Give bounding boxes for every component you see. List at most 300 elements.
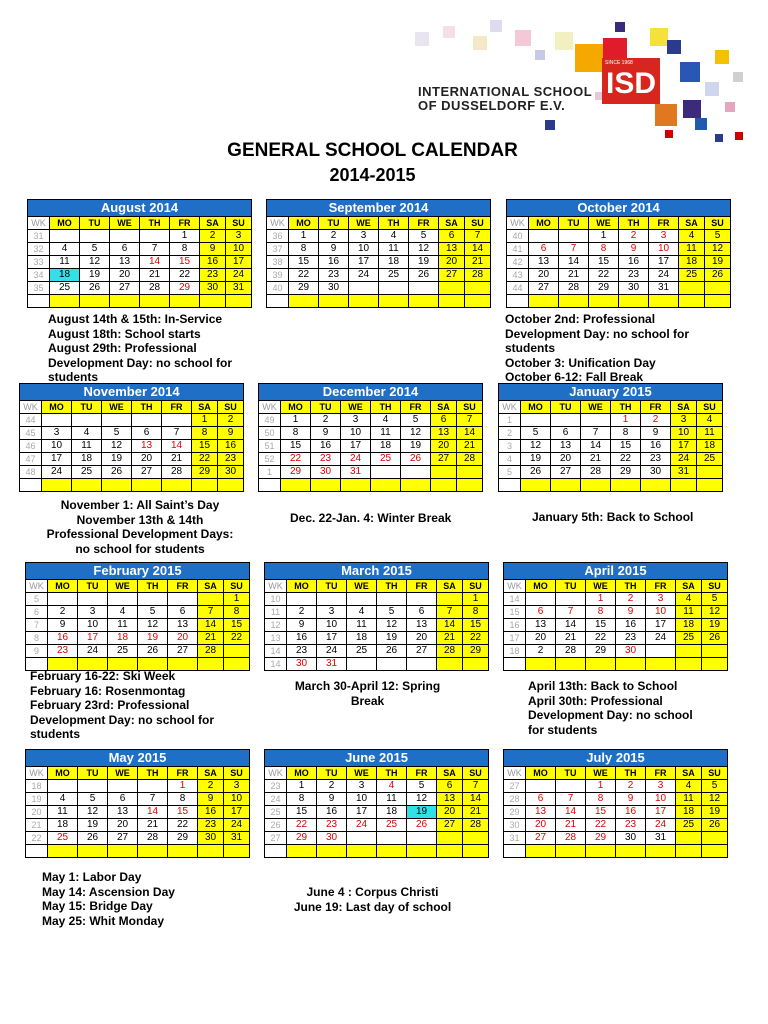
day-cell: 16 [619, 256, 649, 269]
day-cell: 5 [80, 243, 110, 256]
weekday-header: SA [192, 401, 218, 414]
weekday-header: TH [377, 767, 407, 780]
day-cell: 20 [407, 632, 437, 645]
note-line: April 13th: Back to School [528, 679, 678, 693]
day-cell: 18 [347, 632, 377, 645]
week-number [20, 479, 42, 492]
day-cell: 21 [140, 269, 170, 282]
week-number: 10 [265, 593, 287, 606]
weekday-header: WE [108, 767, 138, 780]
weekday-header: TU [317, 580, 347, 593]
day-cell [317, 593, 347, 606]
day-cell: 28 [463, 819, 489, 832]
day-cell: 10 [341, 427, 371, 440]
day-cell: 29 [463, 645, 489, 658]
day-cell: 13 [110, 256, 140, 269]
weekday-header: FR [168, 580, 198, 593]
week-number: 14 [265, 658, 287, 671]
weekday-header: FR [170, 217, 200, 230]
day-cell [521, 479, 551, 492]
day-cell [341, 479, 371, 492]
note-line: Break [350, 693, 385, 708]
day-cell: 9 [198, 793, 224, 806]
weekday-header: SU [457, 401, 483, 414]
weekday-header: WK [265, 580, 287, 593]
weekday-header: SA [679, 217, 705, 230]
day-cell: 8 [589, 243, 619, 256]
notes-february [30, 669, 214, 742]
day-cell [198, 593, 224, 606]
day-cell: 11 [676, 606, 702, 619]
note-line: November 1: All Saint’s Day [60, 498, 220, 512]
weekday-header: SU [463, 767, 489, 780]
day-cell: 10 [224, 793, 250, 806]
day-cell: 21 [162, 453, 192, 466]
day-cell: 22 [589, 269, 619, 282]
day-cell: 28 [198, 645, 224, 658]
weekday-header: SU [226, 217, 252, 230]
day-cell: 19 [138, 632, 168, 645]
week-number: 39 [267, 269, 289, 282]
week-number: 12 [265, 619, 287, 632]
day-cell: 6 [526, 793, 556, 806]
logo-square [655, 104, 677, 126]
day-cell: 31 [224, 832, 250, 845]
week-number: 31 [28, 230, 50, 243]
day-cell [589, 295, 619, 308]
day-cell: 31 [671, 466, 697, 479]
day-cell [676, 658, 702, 671]
day-cell [48, 845, 78, 858]
day-cell [377, 593, 407, 606]
day-cell: 31 [646, 832, 676, 845]
weekday-header: SA [200, 217, 226, 230]
weekday-header: SA [437, 580, 463, 593]
week-number: 9 [26, 645, 48, 658]
day-cell: 9 [641, 427, 671, 440]
week-number [507, 295, 529, 308]
day-cell: 8 [586, 793, 616, 806]
notes-november [30, 498, 250, 556]
day-cell: 24 [646, 819, 676, 832]
day-cell [437, 845, 463, 858]
day-cell: 25 [379, 269, 409, 282]
day-cell: 15 [589, 256, 619, 269]
day-cell [437, 593, 463, 606]
day-cell: 9 [311, 427, 341, 440]
week-number: 40 [507, 230, 529, 243]
weekday-header: MO [529, 217, 559, 230]
day-cell: 6 [437, 780, 463, 793]
note-line: May 15: Bridge Day [42, 899, 153, 913]
day-cell [705, 282, 731, 295]
day-cell: 24 [78, 645, 108, 658]
day-cell: 2 [616, 780, 646, 793]
logo-square [535, 50, 545, 60]
day-cell: 9 [317, 793, 347, 806]
weekday-header: MO [42, 401, 72, 414]
day-cell: 26 [702, 819, 728, 832]
week-number [504, 845, 526, 858]
logo-square [725, 102, 735, 112]
day-cell: 14 [581, 440, 611, 453]
day-cell: 31 [649, 282, 679, 295]
day-cell: 11 [379, 243, 409, 256]
day-cell [379, 295, 409, 308]
day-cell [48, 780, 78, 793]
day-cell: 2 [200, 230, 226, 243]
month-calendar [27, 199, 252, 308]
note-line: June 4 : Corpus Christi [306, 885, 439, 899]
day-cell [377, 832, 407, 845]
day-cell [226, 295, 252, 308]
day-cell: 7 [140, 243, 170, 256]
day-cell: 17 [649, 256, 679, 269]
day-cell: 17 [349, 256, 379, 269]
month-calendar [258, 383, 483, 492]
month-title: May 2015 [26, 750, 250, 767]
weekday-header: SU [224, 580, 250, 593]
day-cell: 13 [407, 619, 437, 632]
week-number: 52 [259, 453, 281, 466]
day-cell: 13 [551, 440, 581, 453]
day-cell [138, 780, 168, 793]
day-cell [110, 295, 140, 308]
day-cell: 25 [676, 819, 702, 832]
day-cell: 24 [224, 819, 250, 832]
day-cell: 22 [463, 632, 489, 645]
weekday-header: WE [108, 580, 138, 593]
weekday-header: WE [102, 401, 132, 414]
day-cell [646, 845, 676, 858]
day-cell: 25 [347, 645, 377, 658]
day-cell [649, 295, 679, 308]
day-cell [437, 658, 463, 671]
day-cell: 27 [168, 645, 198, 658]
day-cell: 2 [317, 780, 347, 793]
day-cell: 26 [705, 269, 731, 282]
weekday-header: MO [287, 580, 317, 593]
day-cell: 6 [132, 427, 162, 440]
weekday-header: SU [702, 767, 728, 780]
day-cell: 26 [377, 645, 407, 658]
day-cell: 5 [705, 230, 731, 243]
day-cell [463, 845, 489, 858]
day-cell: 12 [80, 256, 110, 269]
day-cell: 11 [48, 806, 78, 819]
day-cell: 15 [168, 806, 198, 819]
logo-square [575, 44, 603, 72]
day-cell: 4 [48, 793, 78, 806]
day-cell: 14 [457, 427, 483, 440]
day-cell: 30 [616, 645, 646, 658]
week-number: 51 [259, 440, 281, 453]
day-cell: 30 [311, 466, 341, 479]
week-number: 49 [259, 414, 281, 427]
weekday-header: TH [619, 217, 649, 230]
day-cell: 30 [317, 832, 347, 845]
day-cell: 4 [697, 414, 723, 427]
weekday-header: SA [198, 767, 224, 780]
month-title: February 2015 [26, 563, 250, 580]
day-cell: 20 [132, 453, 162, 466]
day-cell: 30 [616, 832, 646, 845]
day-cell: 26 [401, 453, 431, 466]
day-cell: 22 [192, 453, 218, 466]
day-cell: 28 [162, 466, 192, 479]
week-number: 42 [507, 256, 529, 269]
weekday-header: WE [589, 217, 619, 230]
day-cell: 1 [589, 230, 619, 243]
day-cell: 21 [437, 632, 463, 645]
day-cell [679, 295, 705, 308]
school-name: INTERNATIONAL SCHOOL OF DUSSELDORF E.V. [418, 84, 593, 113]
day-cell: 16 [200, 256, 226, 269]
note-line: October 6-12: Fall Break [505, 370, 644, 384]
logo-square [735, 132, 743, 140]
day-cell: 23 [200, 269, 226, 282]
month-title: March 2015 [265, 563, 489, 580]
day-cell: 1 [281, 414, 311, 427]
day-cell: 28 [556, 832, 586, 845]
day-cell [349, 295, 379, 308]
logo-square [667, 40, 681, 54]
note-line: Dec. 22-Jan. 4: Winter Break [290, 511, 452, 525]
month-title: April 2015 [504, 563, 728, 580]
day-cell: 27 [132, 466, 162, 479]
day-cell [616, 658, 646, 671]
day-cell: 30 [641, 466, 671, 479]
day-cell: 21 [581, 453, 611, 466]
day-cell: 23 [311, 453, 341, 466]
weekday-header: SA [431, 401, 457, 414]
logo-square [473, 36, 487, 50]
note-line: February 16-22: Ski Week [30, 669, 176, 683]
weekday-header: WK [507, 217, 529, 230]
day-cell: 6 [407, 606, 437, 619]
weekday-header: MO [281, 401, 311, 414]
day-cell: 13 [168, 619, 198, 632]
day-cell: 22 [281, 453, 311, 466]
day-cell: 20 [439, 256, 465, 269]
day-cell [697, 479, 723, 492]
day-cell: 11 [72, 440, 102, 453]
day-cell: 30 [287, 658, 317, 671]
day-cell: 20 [431, 440, 457, 453]
week-number: 44 [507, 282, 529, 295]
day-cell: 9 [218, 427, 244, 440]
day-cell: 8 [192, 427, 218, 440]
day-cell: 29 [586, 645, 616, 658]
day-cell: 15 [289, 256, 319, 269]
day-cell: 21 [463, 806, 489, 819]
note-line: June 19: Last day of school [293, 899, 452, 914]
logo-square [615, 22, 625, 32]
day-cell [556, 593, 586, 606]
day-cell: 2 [616, 593, 646, 606]
note-line: August 29th: Professional [48, 341, 197, 355]
day-cell: 9 [287, 619, 317, 632]
day-cell [377, 658, 407, 671]
day-cell: 1 [586, 780, 616, 793]
day-cell [317, 845, 347, 858]
weekday-header: TH [132, 401, 162, 414]
day-cell: 8 [287, 793, 317, 806]
weekday-header: TU [551, 401, 581, 414]
day-cell [407, 845, 437, 858]
day-cell [457, 466, 483, 479]
day-cell: 13 [108, 806, 138, 819]
day-cell [289, 295, 319, 308]
logo-since: SINCE 1968 [605, 60, 633, 66]
day-cell: 21 [556, 819, 586, 832]
logo-square [650, 28, 668, 46]
day-cell [287, 845, 317, 858]
day-cell: 2 [526, 645, 556, 658]
weekday-header: MO [526, 580, 556, 593]
day-cell: 12 [705, 243, 731, 256]
day-cell: 27 [108, 832, 138, 845]
day-cell [168, 593, 198, 606]
day-cell: 3 [42, 427, 72, 440]
day-cell: 28 [138, 832, 168, 845]
day-cell: 16 [287, 632, 317, 645]
day-cell: 17 [646, 619, 676, 632]
week-number: 18 [26, 780, 48, 793]
day-cell: 16 [641, 440, 671, 453]
day-cell [72, 479, 102, 492]
day-cell: 20 [168, 632, 198, 645]
week-number: 46 [20, 440, 42, 453]
day-cell: 5 [102, 427, 132, 440]
day-cell: 11 [347, 619, 377, 632]
weekday-header: WE [347, 767, 377, 780]
week-number: 32 [28, 243, 50, 256]
day-cell [50, 230, 80, 243]
day-cell [439, 295, 465, 308]
day-cell: 25 [48, 832, 78, 845]
day-cell [551, 414, 581, 427]
day-cell: 24 [226, 269, 252, 282]
day-cell: 4 [371, 414, 401, 427]
day-cell: 15 [463, 619, 489, 632]
day-cell: 17 [347, 806, 377, 819]
note-line: November 13th & 14th [76, 512, 204, 527]
week-number: 31 [504, 832, 526, 845]
weekday-header: TU [72, 401, 102, 414]
day-cell [463, 832, 489, 845]
note-line: students [30, 727, 81, 741]
day-cell: 2 [218, 414, 244, 427]
day-cell [50, 295, 80, 308]
day-cell: 1 [287, 780, 317, 793]
day-cell [463, 658, 489, 671]
day-cell [371, 479, 401, 492]
day-cell: 21 [138, 819, 168, 832]
day-cell [162, 479, 192, 492]
day-cell: 21 [559, 269, 589, 282]
day-cell [409, 295, 439, 308]
weekday-header: WE [581, 401, 611, 414]
day-cell: 30 [200, 282, 226, 295]
weekday-header: FR [401, 401, 431, 414]
day-cell [347, 845, 377, 858]
day-cell: 10 [42, 440, 72, 453]
day-cell: 28 [140, 282, 170, 295]
weekday-header: SU [697, 401, 723, 414]
day-cell: 17 [341, 440, 371, 453]
weekday-header: WE [586, 580, 616, 593]
day-cell: 23 [317, 819, 347, 832]
week-number: 1 [259, 466, 281, 479]
day-cell: 20 [526, 632, 556, 645]
day-cell [409, 282, 439, 295]
day-cell [702, 832, 728, 845]
week-number: 27 [265, 832, 287, 845]
week-number: 15 [504, 606, 526, 619]
note-line: January 5th: Back to School [532, 510, 694, 524]
month-calendar [264, 749, 489, 858]
month-calendar [266, 199, 491, 308]
day-cell: 23 [319, 269, 349, 282]
day-cell [407, 658, 437, 671]
week-number: 7 [26, 619, 48, 632]
day-cell: 20 [526, 819, 556, 832]
week-number: 34 [28, 269, 50, 282]
day-cell [586, 845, 616, 858]
weekday-header: TU [78, 767, 108, 780]
day-cell: 12 [702, 606, 728, 619]
day-cell: 9 [319, 243, 349, 256]
notes-may [42, 870, 175, 928]
day-cell: 25 [72, 466, 102, 479]
month-calendar [25, 749, 250, 858]
day-cell: 19 [705, 256, 731, 269]
week-number: 4 [499, 453, 521, 466]
weekday-header: MO [48, 767, 78, 780]
day-cell: 4 [377, 780, 407, 793]
week-number: 37 [267, 243, 289, 256]
week-number: 29 [504, 806, 526, 819]
week-number: 30 [504, 819, 526, 832]
day-cell [407, 832, 437, 845]
day-cell: 26 [78, 832, 108, 845]
day-cell: 6 [110, 243, 140, 256]
day-cell: 21 [465, 256, 491, 269]
day-cell: 3 [649, 230, 679, 243]
week-number: 21 [26, 819, 48, 832]
weekday-header: TH [379, 217, 409, 230]
day-cell: 2 [287, 606, 317, 619]
month-title: December 2014 [259, 384, 483, 401]
day-cell: 27 [407, 645, 437, 658]
day-cell: 5 [521, 427, 551, 440]
week-number: 47 [20, 453, 42, 466]
day-cell [586, 658, 616, 671]
day-cell: 26 [102, 466, 132, 479]
day-cell: 3 [224, 780, 250, 793]
weekday-header: FR [407, 767, 437, 780]
weekday-header: TU [556, 767, 586, 780]
day-cell: 23 [218, 453, 244, 466]
logo-square [443, 26, 455, 38]
day-cell: 19 [78, 819, 108, 832]
day-cell: 26 [138, 645, 168, 658]
day-cell [80, 295, 110, 308]
notes-october [505, 312, 689, 385]
weekday-header: WE [586, 767, 616, 780]
day-cell: 17 [671, 440, 697, 453]
